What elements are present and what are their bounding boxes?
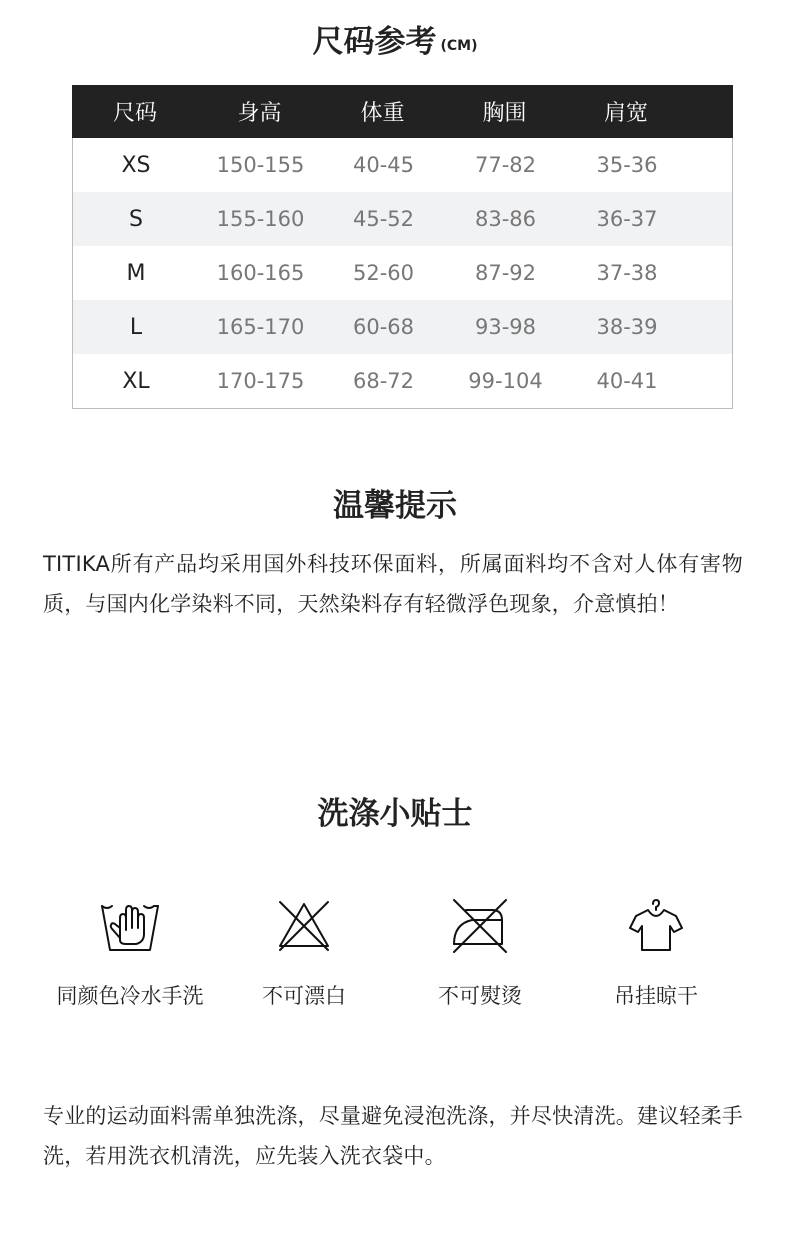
table-row	[73, 354, 732, 408]
care-item-hang-dry	[566, 896, 746, 1010]
height-cell: 170-175	[216, 369, 305, 393]
hand-wash-icon	[98, 896, 162, 956]
weight-cell: 52-60	[352, 261, 415, 285]
no-iron-icon	[450, 896, 510, 956]
size-cell: S	[129, 206, 143, 232]
table-row	[73, 246, 732, 300]
no-bleach-label: 不可漂白	[262, 984, 346, 1008]
shoulder-cell: 40-41	[596, 369, 658, 393]
table-row	[73, 192, 732, 246]
height-cell: 155-160	[216, 207, 305, 231]
chest-cell: 99-104	[468, 369, 543, 393]
header-cell-chest: 胸围	[482, 101, 527, 126]
weight-cell: 60-68	[352, 315, 415, 339]
tips-text: TITIKA所有产品均采用国外科技环保面料，所属面料均不含对人体有害物质，与国内化学染料不同，天然染料存有轻微浮色现象，介意慎拍！	[43, 552, 743, 616]
weight-cell: 45-52	[352, 207, 415, 231]
chest-cell: 93-98	[474, 315, 537, 339]
shoulder-cell: 38-39	[596, 315, 658, 339]
care-item-no-iron	[390, 896, 570, 1010]
header-cell-shoulder: 肩宽	[603, 101, 648, 126]
chest-cell: 77-82	[474, 153, 537, 177]
size-chart-unit: (CM)	[440, 38, 478, 54]
wash-text: 专业的运动面料需单独洗涤，尽量避免浸泡洗涤，并尽快清洗。建议轻柔手洗，若用洗衣机清洗，应先装入洗衣袋中。	[43, 1104, 743, 1168]
table-row	[73, 300, 732, 354]
size-chart-title-text: 尺码参考	[312, 24, 437, 60]
weight-cell: 40-45	[352, 153, 415, 177]
height-cell: 165-170	[216, 315, 305, 339]
chest-cell: 87-92	[474, 261, 537, 285]
weight-cell: 68-72	[352, 369, 415, 393]
shoulder-cell: 36-37	[596, 207, 658, 231]
wash-title: 洗涤小贴士	[317, 796, 473, 832]
size-cell: XS	[121, 152, 151, 178]
height-cell: 150-155	[216, 153, 305, 177]
shoulder-cell: 35-36	[596, 153, 658, 177]
tips-title: 温馨提示	[333, 488, 457, 524]
no-iron-label: 不可熨烫	[438, 984, 522, 1008]
size-chart-title	[0, 16, 790, 61]
size-table	[72, 85, 733, 409]
size-cell: XL	[122, 368, 150, 394]
table-row	[73, 138, 732, 192]
height-cell: 160-165	[216, 261, 305, 285]
care-item-no-bleach	[214, 896, 394, 1010]
hang-dry-icon	[626, 896, 686, 956]
no-bleach-icon	[274, 896, 334, 956]
chest-cell: 83-86	[474, 207, 537, 231]
care-item-hand-wash	[40, 896, 220, 1010]
size-table-header	[72, 85, 733, 138]
header-cell-height: 身高	[237, 101, 282, 126]
size-cell: M	[126, 260, 146, 286]
hand-wash-label: 同颜色冷水手洗	[56, 984, 204, 1008]
hang-dry-label: 吊挂晾干	[614, 984, 698, 1008]
header-cell-weight: 体重	[360, 101, 405, 126]
header-cell-size: 尺码	[112, 101, 157, 126]
size-cell: L	[129, 314, 143, 340]
shoulder-cell: 37-38	[596, 261, 658, 285]
